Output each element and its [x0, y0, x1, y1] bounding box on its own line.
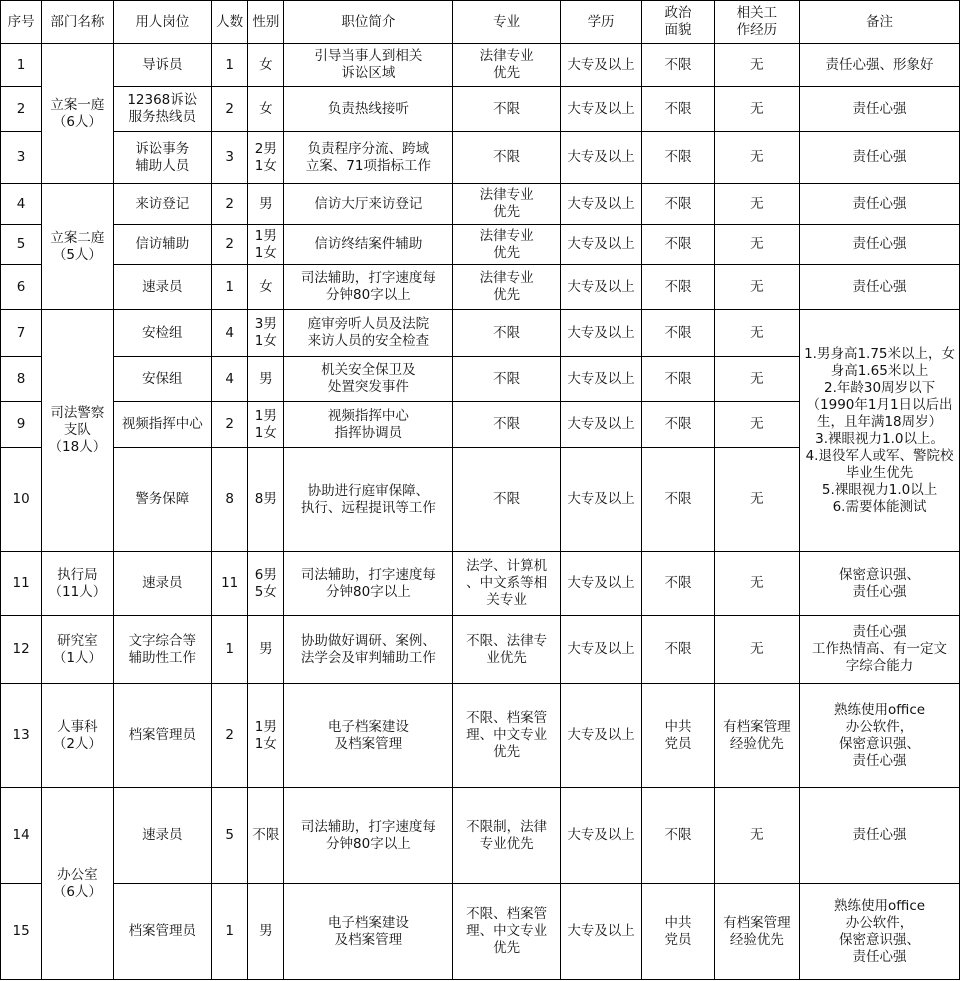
cell-experience: 无	[714, 225, 799, 265]
cell-post: 导诉员	[113, 44, 212, 87]
cell-count: 4	[212, 310, 248, 357]
cell-gender: 男	[248, 184, 284, 225]
cell-note: 责任心强	[800, 87, 960, 132]
cell-experience: 无	[714, 552, 799, 616]
cell-experience: 无	[714, 788, 799, 884]
cell-no: 11	[1, 552, 42, 616]
cell-gender: 8男	[248, 448, 284, 552]
table-row	[1, 265, 960, 310]
header-row	[1, 1, 960, 44]
table-row	[1, 684, 960, 788]
table-row	[1, 310, 960, 357]
cell-political: 不限	[642, 357, 714, 402]
cell-description: 信访大厅来访登记	[284, 184, 453, 225]
cell-education: 大专及以上	[560, 616, 641, 684]
cell-political: 中共 党员	[642, 884, 714, 980]
cell-note: 责任心强、形象好	[800, 44, 960, 87]
cell-education: 大专及以上	[560, 402, 641, 448]
cell-experience: 有档案管理 经验优先	[714, 884, 799, 980]
cell-gender: 男	[248, 616, 284, 684]
cell-education: 大专及以上	[560, 225, 641, 265]
table-row	[1, 616, 960, 684]
cell-count: 3	[212, 132, 248, 184]
cell-education: 大专及以上	[560, 357, 641, 402]
cell-experience: 无	[714, 44, 799, 87]
cell-description: 司法辅助，打字速度每 分钟80字以上	[284, 788, 453, 884]
header-cell: 部门名称	[42, 1, 113, 44]
cell-post: 12368诉讼 服务热线员	[113, 87, 212, 132]
cell-education: 大专及以上	[560, 884, 641, 980]
cell-note: 责任心强 工作热情高、有一定文 字综合能力	[800, 616, 960, 684]
cell-no: 10	[1, 448, 42, 552]
header-cell: 专业	[453, 1, 561, 44]
cell-major: 法律专业 优先	[453, 225, 561, 265]
cell-description: 协助做好调研、案例、 法学会及审判辅助工作	[284, 616, 453, 684]
cell-major: 不限、法律专 业优先	[453, 616, 561, 684]
cell-count: 1	[212, 44, 248, 87]
table-row	[1, 184, 960, 225]
cell-note: 责任心强	[800, 265, 960, 310]
cell-no: 12	[1, 616, 42, 684]
cell-education: 大专及以上	[560, 310, 641, 357]
cell-education: 大专及以上	[560, 184, 641, 225]
cell-no: 9	[1, 402, 42, 448]
cell-political: 不限	[642, 184, 714, 225]
cell-description: 协助进行庭审保障、 执行、远程提讯等工作	[284, 448, 453, 552]
cell-education: 大专及以上	[560, 684, 641, 788]
cell-gender: 男	[248, 884, 284, 980]
cell-political: 不限	[642, 87, 714, 132]
cell-education: 大专及以上	[560, 265, 641, 310]
cell-major: 不限、档案管 理、中文专业 优先	[453, 684, 561, 788]
cell-count: 2	[212, 684, 248, 788]
cell-description: 引导当事人到相关 诉讼区域	[284, 44, 453, 87]
cell-note: 责任心强	[800, 225, 960, 265]
cell-gender: 6男 5女	[248, 552, 284, 616]
cell-major: 不限	[453, 310, 561, 357]
cell-gender: 男	[248, 357, 284, 402]
cell-count: 2	[212, 87, 248, 132]
cell-gender: 2男 1女	[248, 132, 284, 184]
cell-political: 中共 党员	[642, 684, 714, 788]
cell-no: 4	[1, 184, 42, 225]
cell-post: 安检组	[113, 310, 212, 357]
cell-political: 不限	[642, 788, 714, 884]
header-cell: 职位简介	[284, 1, 453, 44]
cell-experience: 无	[714, 357, 799, 402]
cell-major: 法律专业 优先	[453, 44, 561, 87]
table-row	[1, 884, 960, 980]
cell-description: 庭审旁听人员及法院 来访人员的安全检查	[284, 310, 453, 357]
cell-political: 不限	[642, 552, 714, 616]
cell-department: 办公室 （6人）	[42, 788, 113, 980]
cell-count: 2	[212, 225, 248, 265]
table-row	[1, 788, 960, 884]
cell-political: 不限	[642, 616, 714, 684]
cell-description: 司法辅助，打字速度每 分钟80字以上	[284, 552, 453, 616]
table-row	[1, 132, 960, 184]
cell-no: 6	[1, 265, 42, 310]
cell-experience: 无	[714, 310, 799, 357]
cell-experience: 无	[714, 265, 799, 310]
cell-department: 立案一庭 （6人）	[42, 44, 113, 184]
cell-post: 安保组	[113, 357, 212, 402]
cell-department: 司法警察 支队 （18人）	[42, 310, 113, 552]
cell-no: 1	[1, 44, 42, 87]
cell-gender: 女	[248, 44, 284, 87]
cell-experience: 无	[714, 616, 799, 684]
cell-department: 执行局 （11人）	[42, 552, 113, 616]
cell-no: 14	[1, 788, 42, 884]
cell-department: 人事科 （2人）	[42, 684, 113, 788]
cell-description: 司法辅助，打字速度每 分钟80字以上	[284, 265, 453, 310]
table-row	[1, 225, 960, 265]
cell-experience: 无	[714, 402, 799, 448]
cell-major: 不限	[453, 448, 561, 552]
cell-education: 大专及以上	[560, 44, 641, 87]
cell-no: 7	[1, 310, 42, 357]
header-cell: 性别	[248, 1, 284, 44]
cell-experience: 无	[714, 87, 799, 132]
cell-post: 警务保障	[113, 448, 212, 552]
cell-note: 保密意识强、 责任心强	[800, 552, 960, 616]
cell-department: 研究室 （1人）	[42, 616, 113, 684]
cell-experience: 无	[714, 184, 799, 225]
cell-political: 不限	[642, 448, 714, 552]
cell-note: 责任心强	[800, 184, 960, 225]
cell-gender: 1男 1女	[248, 225, 284, 265]
cell-description: 信访终结案件辅助	[284, 225, 453, 265]
cell-post: 信访辅助	[113, 225, 212, 265]
cell-count: 5	[212, 788, 248, 884]
header-cell: 用人岗位	[113, 1, 212, 44]
cell-education: 大专及以上	[560, 132, 641, 184]
table-row	[1, 552, 960, 616]
cell-no: 3	[1, 132, 42, 184]
cell-note-police-requirements: 1.男身高1.75米以上，女身高1.65米以上 2.年龄30周岁以下（1990年1月1日以后出生，且年满18周岁） 3.裸眼视力1.0以上。 4.退役军人或军、警院校毕业生优先 5.裸眼视力1.0以上 6.需要体能测试	[800, 310, 960, 552]
cell-political: 不限	[642, 402, 714, 448]
cell-post: 来访登记	[113, 184, 212, 225]
cell-count: 11	[212, 552, 248, 616]
cell-major: 不限制，法律 专业优先	[453, 788, 561, 884]
cell-count: 1	[212, 265, 248, 310]
cell-education: 大专及以上	[560, 87, 641, 132]
cell-political: 不限	[642, 132, 714, 184]
cell-political: 不限	[642, 44, 714, 87]
cell-count: 2	[212, 402, 248, 448]
header-cell: 人数	[212, 1, 248, 44]
cell-major: 不限	[453, 87, 561, 132]
cell-education: 大专及以上	[560, 788, 641, 884]
cell-no: 5	[1, 225, 42, 265]
cell-description: 电子档案建设 及档案管理	[284, 684, 453, 788]
cell-post: 诉讼事务 辅助人员	[113, 132, 212, 184]
cell-gender: 1男 1女	[248, 684, 284, 788]
cell-post: 文字综合等 辅助性工作	[113, 616, 212, 684]
header-cell: 相关工 作经历	[714, 1, 799, 44]
cell-major: 不限	[453, 357, 561, 402]
cell-post: 速录员	[113, 265, 212, 310]
cell-post: 视频指挥中心	[113, 402, 212, 448]
cell-count: 4	[212, 357, 248, 402]
cell-gender: 女	[248, 87, 284, 132]
cell-no: 2	[1, 87, 42, 132]
cell-no: 13	[1, 684, 42, 788]
cell-political: 不限	[642, 225, 714, 265]
cell-description: 视频指挥中心 指挥协调员	[284, 402, 453, 448]
cell-post: 档案管理员	[113, 684, 212, 788]
table-row	[1, 87, 960, 132]
header-cell: 政治 面貌	[642, 1, 714, 44]
cell-major: 不限	[453, 402, 561, 448]
header-cell: 备注	[800, 1, 960, 44]
cell-gender: 女	[248, 265, 284, 310]
cell-major: 不限	[453, 132, 561, 184]
cell-no: 15	[1, 884, 42, 980]
cell-count: 8	[212, 448, 248, 552]
cell-gender: 3男 1女	[248, 310, 284, 357]
cell-note: 熟练使用office 办公软件， 保密意识强、 责任心强	[800, 884, 960, 980]
cell-post: 档案管理员	[113, 884, 212, 980]
cell-note: 责任心强	[800, 788, 960, 884]
cell-note: 责任心强	[800, 132, 960, 184]
cell-education: 大专及以上	[560, 448, 641, 552]
cell-note: 熟练使用office 办公软件， 保密意识强、 责任心强	[800, 684, 960, 788]
cell-count: 1	[212, 884, 248, 980]
cell-description: 电子档案建设 及档案管理	[284, 884, 453, 980]
cell-description: 机关安全保卫及 处置突发事件	[284, 357, 453, 402]
cell-description: 负责热线接听	[284, 87, 453, 132]
cell-political: 不限	[642, 265, 714, 310]
cell-gender: 1男 1女	[248, 402, 284, 448]
cell-major: 不限、档案管 理、中文专业 优先	[453, 884, 561, 980]
cell-count: 2	[212, 184, 248, 225]
cell-count: 1	[212, 616, 248, 684]
cell-description: 负责程序分流、跨域 立案、71项指标工作	[284, 132, 453, 184]
cell-experience: 无	[714, 448, 799, 552]
cell-experience: 有档案管理 经验优先	[714, 684, 799, 788]
cell-major: 法学、计算机 、中文系等相 关专业	[453, 552, 561, 616]
cell-post: 速录员	[113, 552, 212, 616]
cell-political: 不限	[642, 310, 714, 357]
cell-education: 大专及以上	[560, 552, 641, 616]
cell-post: 速录员	[113, 788, 212, 884]
cell-major: 法律专业 优先	[453, 184, 561, 225]
table-row	[1, 44, 960, 87]
cell-department: 立案二庭 （5人）	[42, 184, 113, 310]
cell-experience: 无	[714, 132, 799, 184]
header-cell: 序号	[1, 1, 42, 44]
header-cell: 学历	[560, 1, 641, 44]
cell-no: 8	[1, 357, 42, 402]
cell-major: 法律专业 优先	[453, 265, 561, 310]
cell-gender: 不限	[248, 788, 284, 884]
